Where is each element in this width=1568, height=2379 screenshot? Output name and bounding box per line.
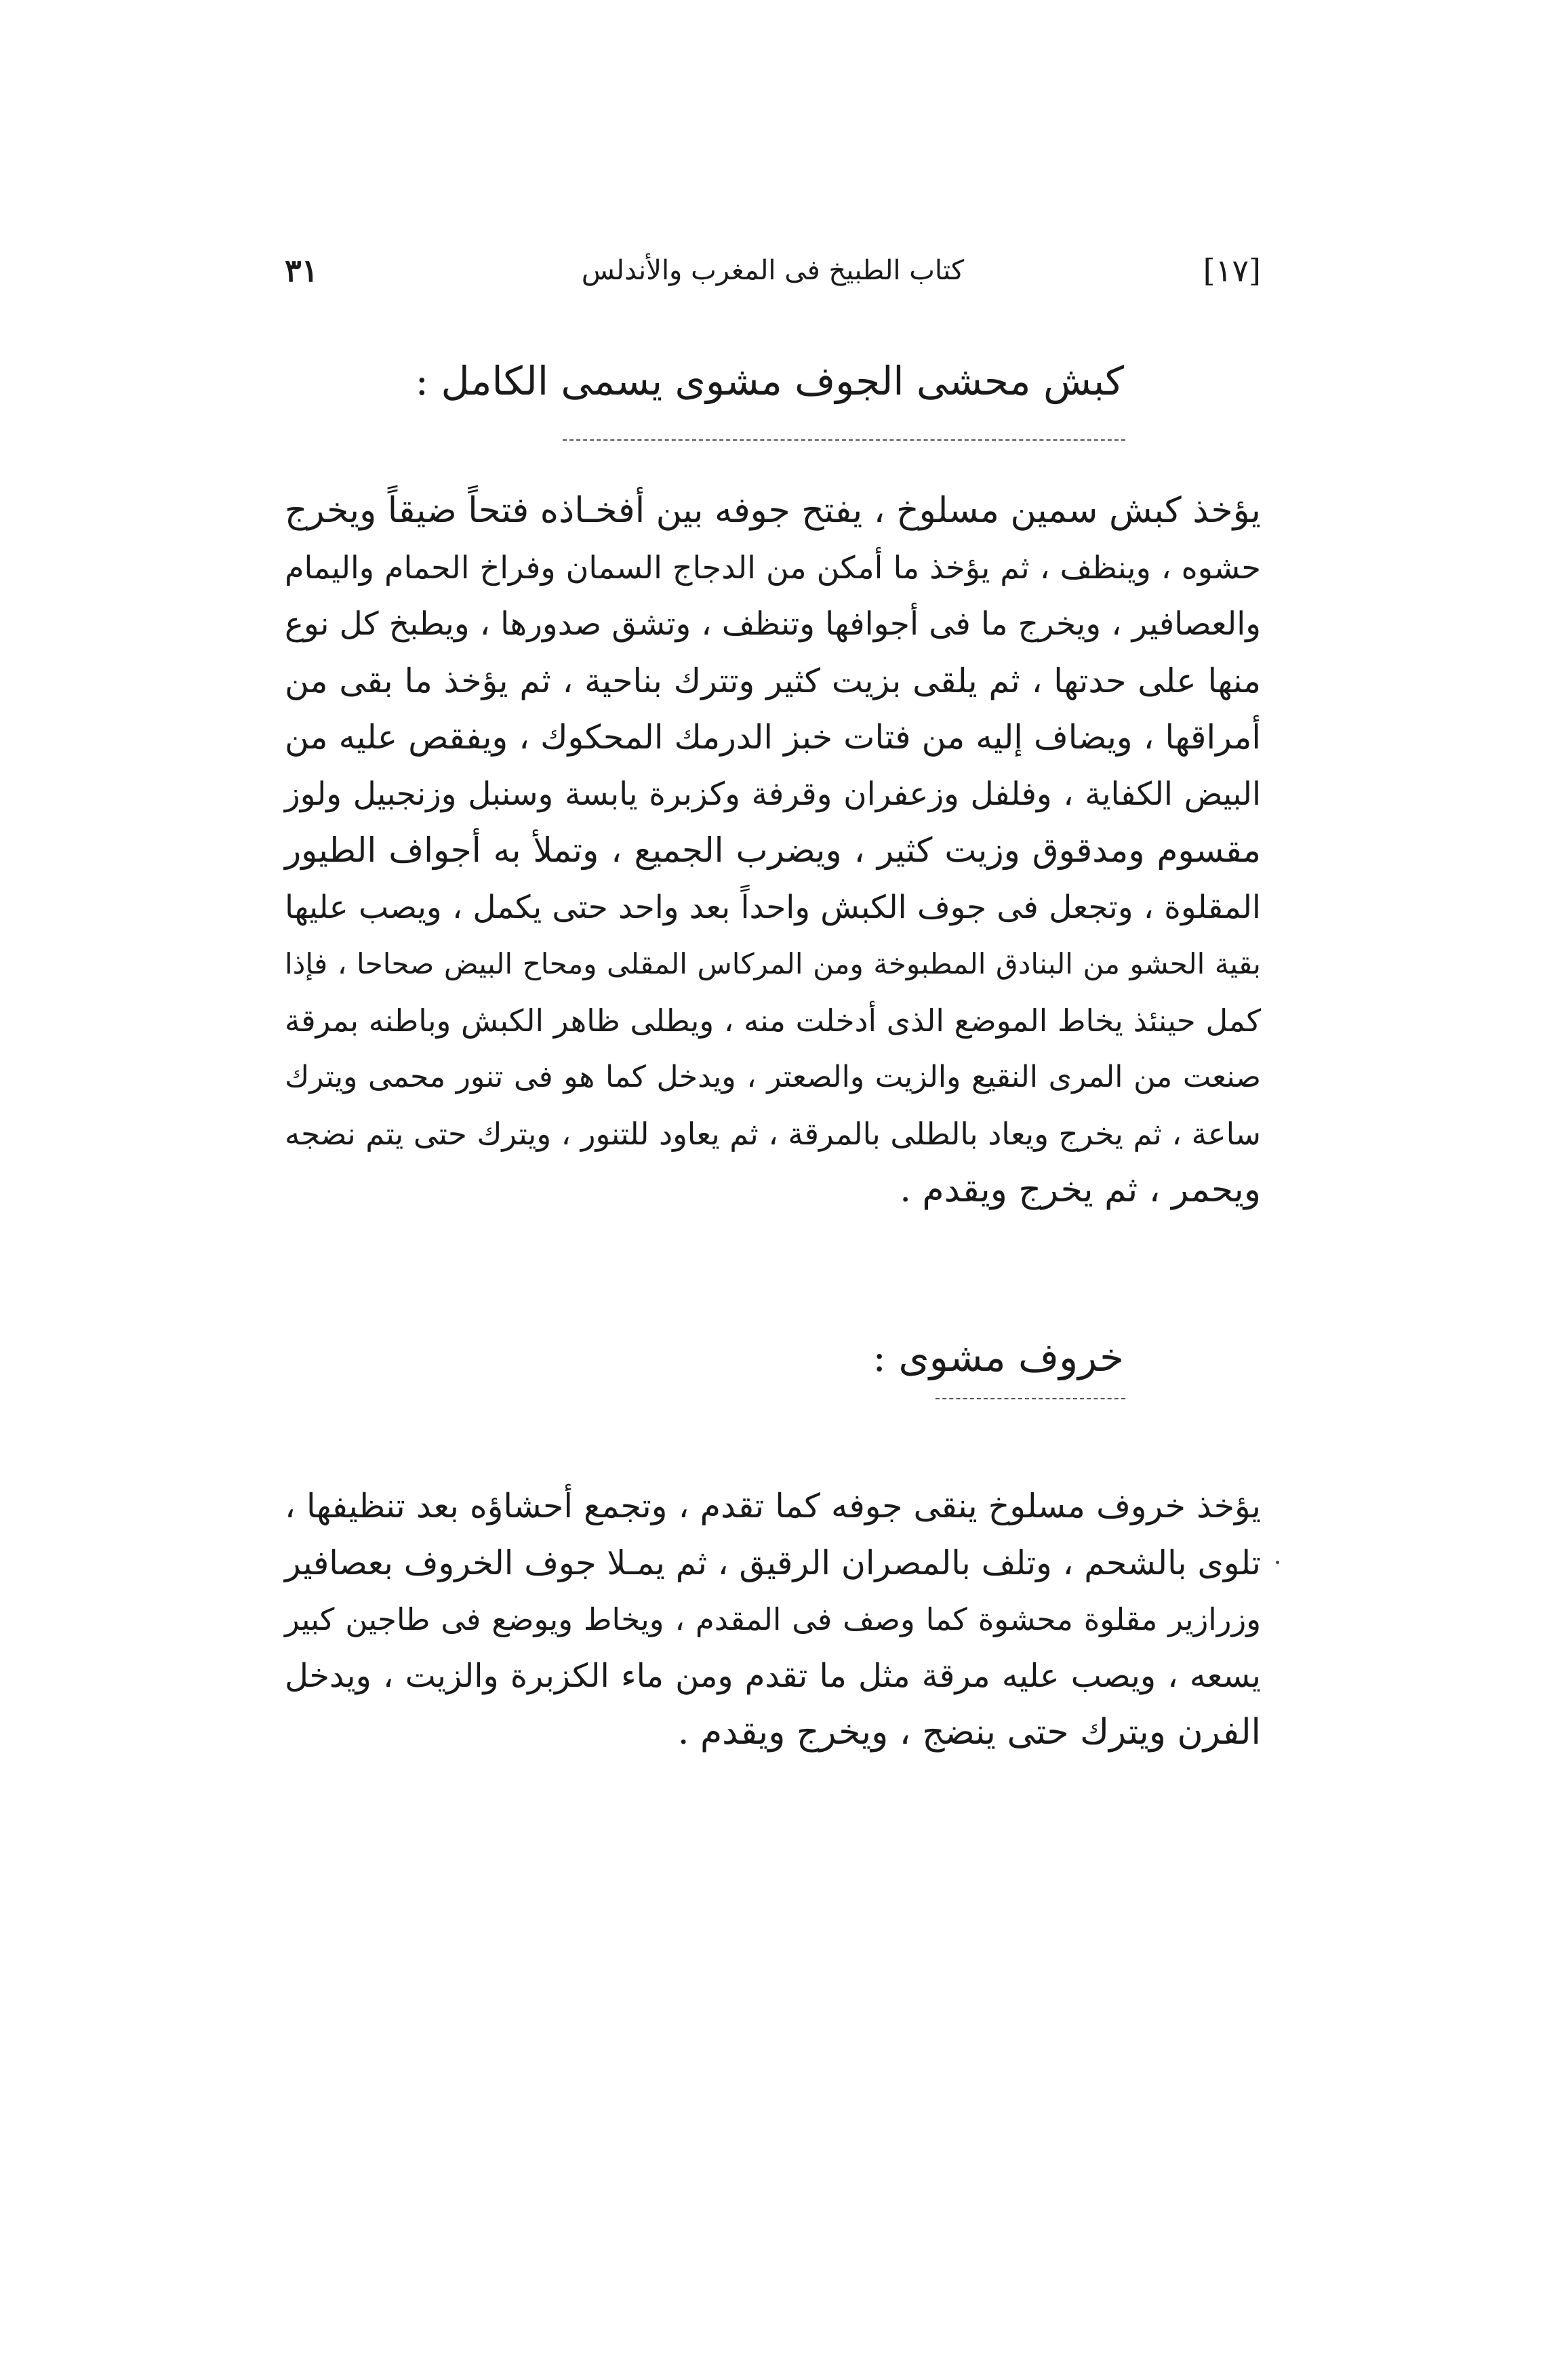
text-line: منها على حدتها ، ثم يلقى بزيت كثير وتترك بناحية ، ثم يؤخذ ما بقى من	[285, 661, 1261, 700]
text-line: البيض الكفاية ، وفلفل وزعفران وقرفة وكزبرة يابسة وسنبل وزنجبيل ولوز	[285, 775, 1261, 813]
text-line: والعصافير ، ويخرج ما فى أجوافها وتنظف ، وتشق صدورها ، ويطبخ كل نوع	[285, 605, 1261, 643]
recipe-2-title-underline	[936, 1398, 1125, 1399]
text-line: يؤخذ كبش سمين مسلوخ ، يفتح جوفه بين أفخـاذه فتحاً ضيقاً ويخرج	[284, 490, 1261, 531]
text-line: صنعت من المرى النقيع والزيت والصعتر ، ويدخل كما هو فى تنور محمى ويترك	[285, 1060, 1261, 1094]
running-head	[285, 252, 1261, 306]
margin-speck	[1276, 1561, 1279, 1564]
text-line: يؤخذ خروف مسلوخ ينقى جوفه كما تقدم ، وتجمع أحشاؤه بعد تنظيفها ،	[285, 1487, 1261, 1525]
text-line: تلوى بالشحم ، وتلف بالمصران الرقيق ، ثم يمـلا جوف الخروف بعصافير	[285, 1543, 1261, 1582]
recipe-2-body	[285, 1478, 1261, 1761]
recipe-1-title: كبش محشى الجوف مشوى يسمى الكامل :	[415, 358, 1124, 404]
text-line: مقسوم ومدقوق وزيت كثير ، ويضرب الجميع ، وتملأ به أجواف الطيور	[285, 831, 1261, 870]
book-title: كتاب الطبيخ فى المغرب والأندلس	[581, 255, 965, 286]
text-line: ويحمر ، ثم يخرج ويقدم .	[900, 1169, 1261, 1210]
text-line: بقية الحشو من البنادق المطبوخة ومن المركاس المقلى ومحاح البيض صحاحا ، فإذا	[285, 947, 1261, 980]
recipe-2-title: خروف مشوى :	[872, 1334, 1124, 1380]
text-line: كمل حينئذ يخاط الموضع الذى أدخلت منه ، ويطلى ظاهر الكبش وباطنه بمرقة	[285, 1002, 1261, 1039]
text-line: حشوه ، وينظف ، ثم يؤخذ ما أمكن من الدجاج السمان وفراخ الحمام واليمام	[285, 548, 1261, 586]
text-line: يسعه ، ويصب عليه مرقة مثل ما تقدم ومن ماء الكزبرة والزيت ، ويدخل	[285, 1656, 1261, 1695]
text-line: أمراقها ، ويضاف إليه من فتات خبز الدرمك المحكوك ، ويفقص عليه من	[285, 718, 1261, 757]
text-line: المقلوة ، وتجعل فى جوف الكبش واحداً بعد واحد حتى يكمل ، ويصب عليها	[285, 888, 1261, 926]
recipe-1-body	[285, 483, 1261, 1219]
text-line: الفرن ويترك حتى ينضج ، ويخرج ويقدم .	[677, 1712, 1261, 1753]
recipe-1-title-underline	[563, 439, 1125, 441]
section-number: [١٧]	[1203, 252, 1261, 289]
text-line: ساعة ، ثم يخرج ويعاد بالطلى بالمرقة ، ثم يعاود للتنور ، ويترك حتى يتم نضجه	[285, 1115, 1261, 1152]
page-number: ٣١	[285, 252, 319, 289]
text-line: وزرازير مقلوة محشوة كما وصف فى المقدم ، ويخاط ويوضع فى طاجين كبير	[285, 1601, 1261, 1637]
